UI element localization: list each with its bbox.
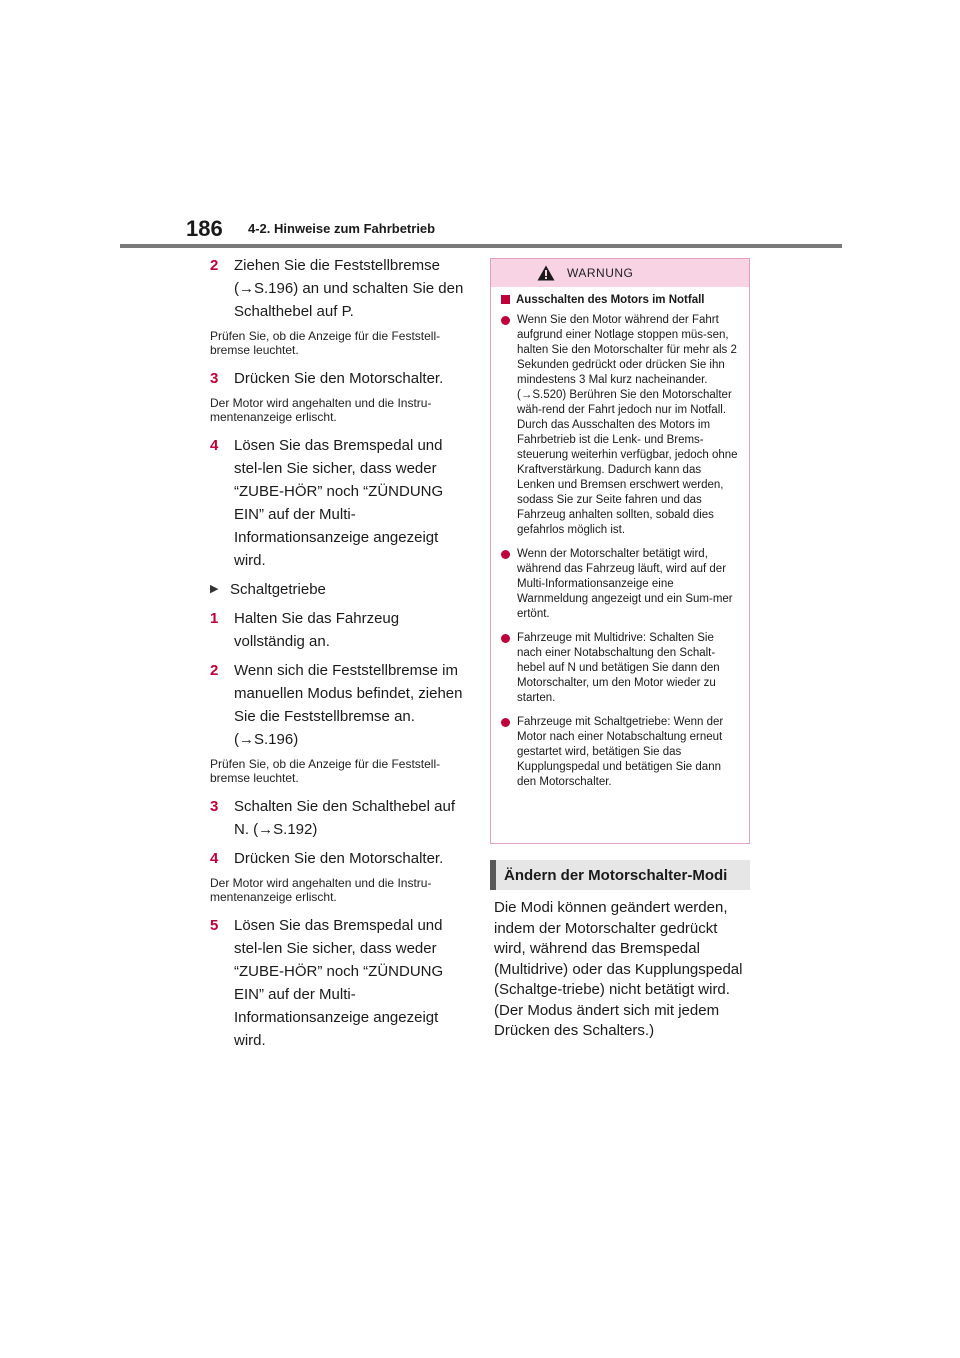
- step-text: Schalten Sie den Schalthebel auf N. (→S.192): [234, 798, 455, 838]
- subheading-manual: [210, 578, 472, 601]
- circle-bullet-icon: [501, 550, 510, 559]
- section-heading: Ändern der Motorschalter-Modi: [504, 866, 728, 884]
- step-number: 5: [210, 917, 219, 934]
- step-number: 3: [210, 370, 219, 387]
- step-item: [210, 914, 472, 1052]
- warning-item: [501, 631, 739, 706]
- header-rule: [120, 244, 842, 248]
- left-column: [210, 254, 472, 1058]
- step-number: 4: [210, 850, 219, 867]
- warning-item-text: Fahrzeuge mit Schaltgetriebe: Wenn der Motor nach einer Notabschaltung erneut gestartet wird, betätigen Sie das Kupplungspedal und betätigen Sie dann den Motorschalter.: [517, 716, 724, 788]
- warning-box: [490, 258, 750, 844]
- subheading-text: Schaltgetriebe: [230, 581, 326, 598]
- section-heading-box: [490, 860, 750, 890]
- warning-body: [491, 287, 749, 790]
- step-number: 2: [210, 257, 219, 274]
- step-text: Lösen Sie das Bremspedal und stel-len Sie sicher, dass weder “ZUBE-HÖR” noch “ZÜNDUNG EIN” auf der Multi-Informationsanzeige angezeigt wird.: [234, 437, 444, 569]
- section-title: 4-2. Hinweise zum Fahrbetrieb: [248, 221, 436, 236]
- step-text: Lösen Sie das Bremspedal und stel-len Sie sicher, dass weder “ZUBE-HÖR” noch “ZÜNDUNG EIN” auf der Multi-Informationsanzeige angezeigt wird.: [234, 917, 444, 1049]
- step-note: Prüfen Sie, ob die Anzeige für die Feststell-bremse leuchtet.: [210, 757, 441, 785]
- warning-triangle-icon: [537, 265, 555, 281]
- step-text: Drücken Sie den Motorschalter.: [234, 370, 444, 387]
- step-item: [210, 795, 472, 841]
- step-note: Prüfen Sie, ob die Anzeige für die Feststell-bremse leuchtet.: [210, 329, 441, 357]
- step-item: [210, 254, 472, 323]
- step-item: [210, 847, 472, 870]
- step-note: Der Motor wird angehalten und die Instru-mentenanzeige erlischt.: [210, 396, 432, 424]
- step-text: Drücken Sie den Motorschalter.: [234, 850, 444, 867]
- step-number: 4: [210, 437, 219, 454]
- step-number: 3: [210, 798, 219, 815]
- square-bullet-icon: [501, 295, 510, 304]
- step-item: [210, 607, 472, 653]
- warning-heading-text: Ausschalten des Motors im Notfall: [516, 294, 705, 306]
- circle-bullet-icon: [501, 634, 510, 643]
- step-item: [210, 434, 472, 572]
- warning-item: [501, 547, 739, 622]
- warning-item-text: Wenn Sie den Motor während der Fahrt aufgrund einer Notlage stoppen müs-sen, halten Sie den Motorschalter für mehr als 2 Sekunden gedrückt oder drücken Sie ihn mindestens 3 Mal kurz nacheinander. (→S.520) Berühren Sie den Motorschalter wäh-rend der Fahrt jedoch nur im Notfall. Durch das Ausschalten des Motors im Fahrbetrieb ist die Lenk- und Brems-steuerung weiterhin verfügbar, jedoch ohne Kraftverstärkung. Dadurch kann das Lenken und Bremsen erschwert werden, sodass Sie zur Seite fahren und das Fahrzeug anhalten sollten, sobald dies gefahrlos möglich ist.: [517, 314, 738, 536]
- step-text: Wenn sich die Feststellbremse im manuellen Modus befindet, ziehen Sie die Feststellbremse an. (→S.196): [234, 662, 463, 748]
- warning-item: [501, 313, 739, 538]
- step-number: 2: [210, 662, 219, 679]
- page-number: 186: [186, 216, 223, 241]
- step-number: 1: [210, 610, 219, 627]
- circle-bullet-icon: [501, 718, 510, 727]
- warning-item-text: Fahrzeuge mit Multidrive: Schalten Sie nach einer Notabschaltung den Schalt-hebel auf N und betätigen Sie dann den Motorschalter, um den Motor wieder zu starten.: [517, 632, 720, 704]
- warning-title: WARNUNG: [567, 266, 634, 280]
- step-text: Ziehen Sie die Feststellbremse (→S.196) an und schalten Sie den Schalthebel auf P.: [234, 257, 464, 320]
- warning-item: [501, 715, 739, 790]
- arrow-right-icon: ▶: [210, 583, 219, 595]
- warning-header: [491, 259, 749, 287]
- body-paragraph: Die Modi können geändert werden, indem der Motorschalter gedrückt wird, während das Bremspedal (Multidrive) oder das Kupplungspedal (Schaltge-triebe) nicht betätigt wird. (Der Modus ändert sich mit jedem Drücken des Schalters.): [494, 899, 743, 1039]
- step-note: Der Motor wird angehalten und die Instru-mentenanzeige erlischt.: [210, 876, 432, 904]
- step-item: [210, 367, 472, 390]
- step-text: Halten Sie das Fahrzeug vollständig an.: [234, 610, 400, 650]
- warning-item-text: Wenn der Motorschalter betätigt wird, während das Fahrzeug läuft, wird auf der Multi-Informationsanzeige eine Warnmeldung angezeigt und ein Sum-mer ertönt.: [517, 548, 733, 620]
- circle-bullet-icon: [501, 316, 510, 325]
- step-item: [210, 659, 472, 751]
- warning-heading: [501, 293, 739, 307]
